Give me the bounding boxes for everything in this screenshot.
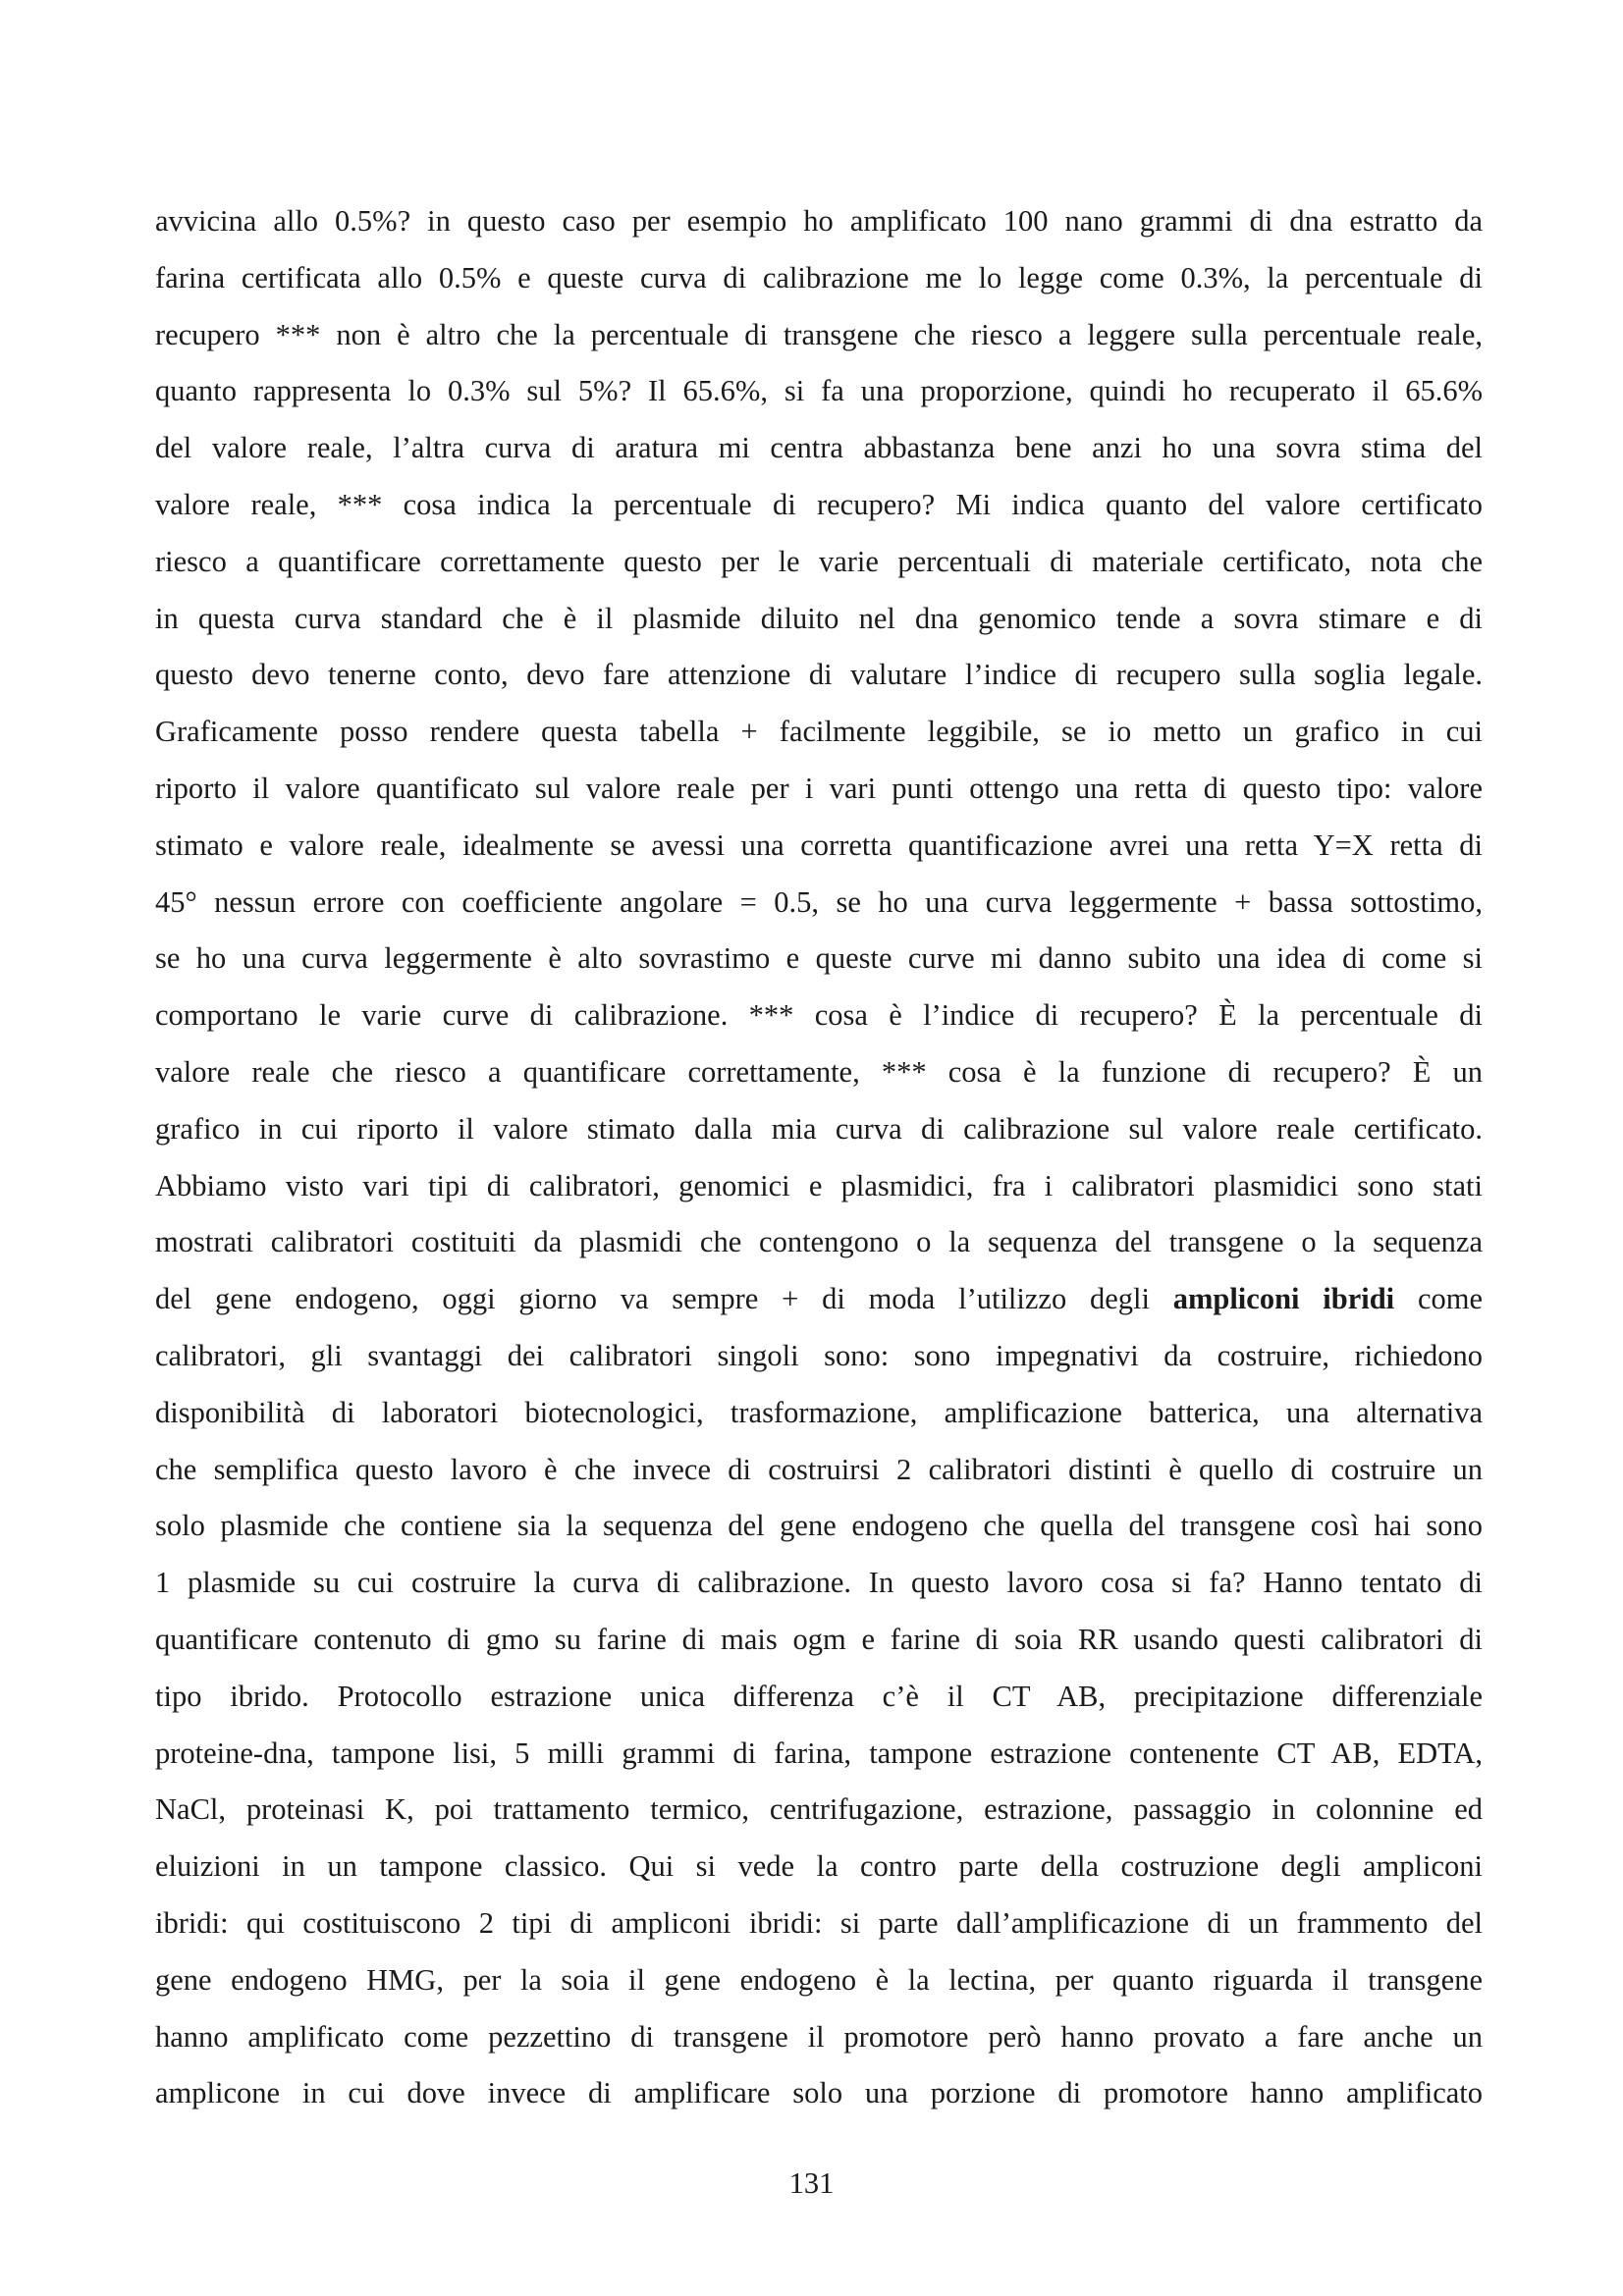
text-line: valore reale che riesco a quantificare correttamente, *** cosa è la funzione di recupero? È un (155, 1054, 1483, 1089)
text-line: Abbiamo visto vari tipi di calibratori, genomici e plasmidici, fra i calibratori plasmidici sono stati (155, 1168, 1483, 1202)
text-line: hanno amplificato come pezzettino di transgene il promotore però hanno provato a fare anche un (155, 2019, 1483, 2054)
text-line: riporto il valore quantificato sul valore reale per i vari punti ottengo una retta di questo tipo: valore (155, 771, 1483, 805)
text-line: disponibilità di laboratori biotecnologici, trasformazione, amplificazione batterica, una alternativa (155, 1395, 1483, 1429)
text-line (155, 1271, 1483, 1328)
text-line: comportano le varie curve di calibrazione. *** cosa è l’indice di recupero? È la percentuale di (155, 998, 1483, 1033)
text-line: quantificare contenuto di gmo su farine di mais ogm e farine di soia RR usando questi calibratori di (155, 1622, 1483, 1656)
text-line: 1 plasmide su cui costruire la curva di calibrazione. In questo lavoro cosa si fa? Hanno tentato di (155, 1566, 1483, 1600)
text-line: gene endogeno HMG, per la soia il gene endogeno è la lectina, per quanto riguarda il transgene (155, 1962, 1483, 1997)
text-line: avvicina allo 0.5%? in questo caso per esempio ho amplificato 100 nano grammi di dna estratto da (155, 204, 1483, 238)
text-line: grafico in cui riporto il valore stimato dalla mia curva di calibrazione sul valore reale certificato. (155, 1111, 1483, 1146)
text-line: che semplifica questo lavoro è che invece di costruirsi 2 calibratori distinti è quello di costruire un (155, 1452, 1483, 1486)
text-line: recupero *** non è altro che la percentuale di transgene che riesco a leggere sulla percentuale reale, (155, 317, 1483, 351)
text-line: ibridi: qui costituiscono 2 tipi di ampliconi ibridi: si parte dall’amplificazione di un frammento del (155, 1905, 1483, 1940)
text-line: calibratori, gli svantaggi dei calibratori singoli sono: sono impegnativi da costruire, richiedono (155, 1338, 1483, 1372)
text-run: come (1394, 1282, 1483, 1316)
text-line: amplicone in cui dove invece di amplificare solo una porzione di promotore hanno amplificato (155, 2076, 1483, 2110)
text-line: stimato e valore reale, idealmente se avessi una corretta quantificazione avrei una retta Y=X retta di (155, 828, 1483, 862)
bold-term: ampliconi ibridi (1172, 1282, 1395, 1316)
text-line: NaCl, proteinasi K, poi trattamento termico, centrifugazione, estrazione, passaggio in colonnine ed (155, 1792, 1483, 1827)
text-line: valore reale, *** cosa indica la percentuale di recupero? Mi indica quanto del valore certificato (155, 487, 1483, 521)
text-line: quanto rappresenta lo 0.3% sul 5%? Il 65.6%, si fa una proporzione, quindi ho recuperato il 65.6% (155, 374, 1483, 408)
text-line: tipo ibrido. Protocollo estrazione unica differenza c’è il CT AB, precipitazione differenziale (155, 1679, 1483, 1713)
text-line: se ho una curva leggermente è alto sovrastimo e queste curve mi danno subito una idea di come si (155, 941, 1483, 976)
text-line: farina certificata allo 0.5% e queste curva di calibrazione me lo legge come 0.3%, la percentuale di (155, 260, 1483, 294)
text-line: proteine-dna, tampone lisi, 5 milli grammi di farina, tampone estrazione contenente CT AB, EDTA, (155, 1735, 1483, 1770)
body-text (155, 193, 1483, 2122)
text-line: in questa curva standard che è il plasmide diluito nel dna genomico tende a sovra stimare e di (155, 601, 1483, 635)
page-number: 131 (788, 2166, 835, 2200)
text-line: riesco a quantificare correttamente questo per le varie percentuali di materiale certificato, nota che (155, 544, 1483, 578)
text-line: solo plasmide che contiene sia la sequenza del gene endogeno che quella del transgene così hai sono (155, 1509, 1483, 1543)
text-line: eluizioni in un tampone classico. Qui si vede la contro parte della costruzione degli ampliconi (155, 1849, 1483, 1884)
text-run: del gene endogeno, oggi giorno va sempre + di moda l’utilizzo degli (155, 1282, 1173, 1316)
text-line: questo devo tenerne conto, devo fare attenzione di valutare l’indice di recupero sulla soglia legale. (155, 658, 1483, 692)
text-line: 45° nessun errore con coefficiente angolare = 0.5, se ho una curva leggermente + bassa sottostimo, (155, 884, 1483, 919)
text-line: mostrati calibratori costituiti da plasmidi che contengono o la sequenza del transgene o la sequenza (155, 1225, 1483, 1259)
text-line: Graficamente posso rendere questa tabella + facilmente leggibile, se io metto un grafico in cui (155, 715, 1483, 749)
text-line: del valore reale, l’altra curva di aratura mi centra abbastanza bene anzi ho una sovra stima del (155, 431, 1483, 465)
